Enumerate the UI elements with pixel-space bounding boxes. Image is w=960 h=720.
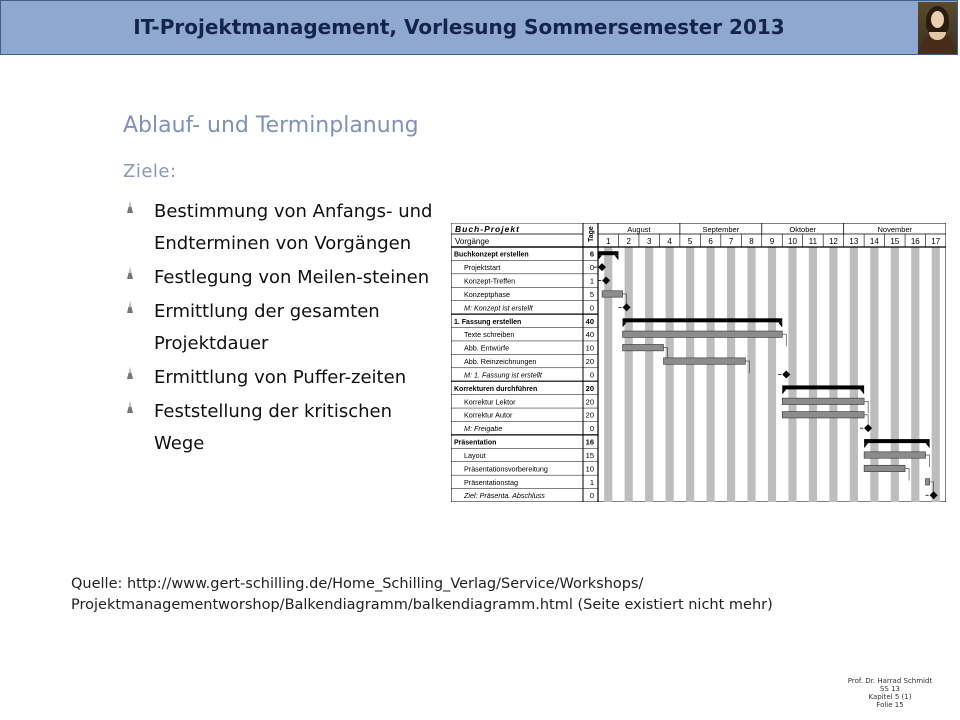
task-days: 0 (589, 303, 594, 313)
week-stripe (829, 247, 837, 502)
week-stripe (850, 247, 858, 502)
task-name: Korrektur Lektor (464, 397, 516, 407)
footer-line: Prof. Dr. Harrad Schmidt (847, 677, 933, 685)
task-days: 15 (585, 450, 594, 460)
bullet-text: Bestimmung von Anfangs- und Endterminen von Vorgängen (154, 201, 433, 254)
week-stripe (727, 247, 735, 502)
task-name: Abb. Entwürfe (464, 343, 510, 353)
task-bar (623, 344, 664, 350)
month-label: Oktober (789, 225, 817, 234)
task-days: 0 (589, 424, 594, 434)
gantt-chart (451, 223, 946, 502)
slide-title: Ablauf- und Terminplanung (123, 113, 419, 138)
task-days: 20 (585, 410, 594, 420)
footer-line: Folie 15 (876, 701, 904, 709)
task-days: 0 (589, 370, 594, 380)
bullet-icon (126, 400, 134, 414)
week-label: 8 (749, 237, 754, 246)
task-name: Konzept-Treffen (464, 276, 516, 286)
source-line: Projektmanagementworshop/Balkendiagramm/balkendiagramm.html (Seite existiert nicht mehr) (71, 597, 773, 613)
task-days: 40 (585, 316, 594, 326)
week-label: 3 (646, 237, 652, 246)
week-label: 5 (687, 237, 693, 246)
slide-subtitle: Ziele: (123, 161, 177, 182)
bullet-item (123, 262, 443, 294)
portrait-icon (918, 2, 957, 54)
week-label: 6 (708, 237, 713, 246)
bullet-item (123, 396, 443, 460)
week-label: 9 (769, 237, 775, 246)
bullet-icon (126, 366, 134, 380)
slide-header (0, 0, 958, 55)
week-stripe (911, 247, 919, 502)
bullet-list (123, 196, 443, 462)
week-stripe (604, 247, 612, 502)
week-label: 11 (808, 237, 818, 246)
bullet-text: Festlegung von Meilen-steinen (154, 267, 430, 288)
task-name: Abb. Reinzeichnungen (464, 357, 537, 367)
task-bar (623, 331, 783, 337)
task-bar (864, 452, 925, 458)
task-name: Projektstart (464, 263, 501, 273)
bullet-icon (126, 200, 134, 214)
bullet-icon (126, 300, 134, 314)
week-stripe (686, 247, 694, 502)
week-label: 15 (890, 237, 900, 246)
task-name: Layout (464, 450, 486, 460)
task-name: Präsentation (454, 439, 497, 447)
week-stripe (747, 247, 755, 502)
task-name: M: Freigabe (464, 424, 503, 434)
days-header: Tage (588, 226, 595, 242)
task-days: 5 (589, 289, 594, 299)
project-title: Buch-Projekt (455, 224, 520, 234)
task-bar (602, 291, 622, 297)
week-label: 1 (606, 237, 611, 246)
bullet-text: Ermittlung der gesamten Projektdauer (154, 301, 380, 354)
week-label: 4 (667, 237, 672, 246)
summary-bar (623, 318, 783, 322)
tasks-header: Vorgänge (455, 237, 490, 246)
week-label: 17 (931, 237, 941, 246)
week-label: 7 (728, 237, 734, 246)
month-label: November (877, 225, 913, 234)
bullet-text: Ermittlung von Puffer-zeiten (154, 367, 407, 388)
task-name: Texte schreiben (464, 330, 515, 340)
bullet-item (123, 362, 443, 394)
week-stripe (706, 247, 714, 502)
summary-bar (782, 385, 864, 389)
task-bar (664, 358, 746, 364)
task-days: 1 (589, 477, 594, 487)
task-name: Korrekturen durchführen (454, 385, 538, 393)
week-label: 16 (910, 237, 920, 246)
task-name: Konzeptphase (464, 289, 510, 299)
week-stripe (870, 247, 878, 502)
task-name: 1. Fassung erstellen (454, 318, 522, 326)
month-label: August (627, 225, 651, 234)
week-label: 10 (788, 237, 797, 246)
week-stripe (625, 247, 633, 502)
task-days: 10 (585, 464, 594, 474)
task-bar (782, 398, 864, 404)
week-stripe (932, 247, 940, 502)
task-days: 20 (585, 397, 594, 407)
week-stripe (666, 247, 674, 502)
task-name: Präsentationstag (464, 477, 518, 487)
footer-line: Kapitel 5 (1) (868, 693, 912, 701)
slide-footer (830, 677, 950, 709)
week-label: 14 (869, 237, 879, 246)
summary-bar (864, 439, 930, 443)
task-name: M: 1. Fassung ist erstellt (464, 370, 542, 380)
month-label: September (702, 225, 740, 234)
week-stripe (891, 247, 899, 502)
bullet-item (123, 296, 443, 360)
task-bar (926, 479, 930, 485)
bullet-item (123, 196, 443, 260)
source-citation (71, 574, 773, 616)
task-days: 0 (589, 491, 594, 501)
bullet-icon (126, 266, 134, 280)
summary-bar (598, 251, 618, 255)
week-label: 13 (849, 237, 859, 246)
week-stripe (768, 247, 776, 502)
task-days: 20 (585, 383, 594, 393)
task-name: Korrektur Autor (464, 410, 513, 420)
week-stripe (645, 247, 653, 502)
header-title: IT-Projektmanagement, Vorlesung Sommersemester 2013 (133, 15, 785, 39)
task-days: 0 (589, 263, 594, 273)
task-bar (864, 465, 905, 471)
task-name: Ziel: Präsenta. Abschluss (464, 491, 545, 501)
week-label: 12 (828, 237, 838, 246)
week-stripe (809, 247, 817, 502)
task-days: 16 (585, 437, 594, 447)
task-days: 40 (585, 330, 594, 340)
task-name: Buchkonzept erstellen (454, 251, 529, 259)
task-days: 10 (585, 343, 594, 353)
week-label: 2 (626, 237, 631, 246)
task-days: 20 (585, 357, 594, 367)
bullet-text: Feststellung der kritischen Wege (154, 401, 393, 454)
source-line: Quelle: http://www.gert-schilling.de/Home_Schilling_Verlag/Service/Workshops/ (71, 576, 644, 592)
task-days: 1 (589, 276, 594, 286)
task-days: 6 (589, 249, 594, 259)
footer-line: SS 13 (879, 685, 901, 693)
task-name: Präsentationsvorbereitung (464, 464, 548, 474)
task-name: M: Konzept ist erstellt (464, 303, 533, 313)
task-bar (782, 412, 864, 418)
